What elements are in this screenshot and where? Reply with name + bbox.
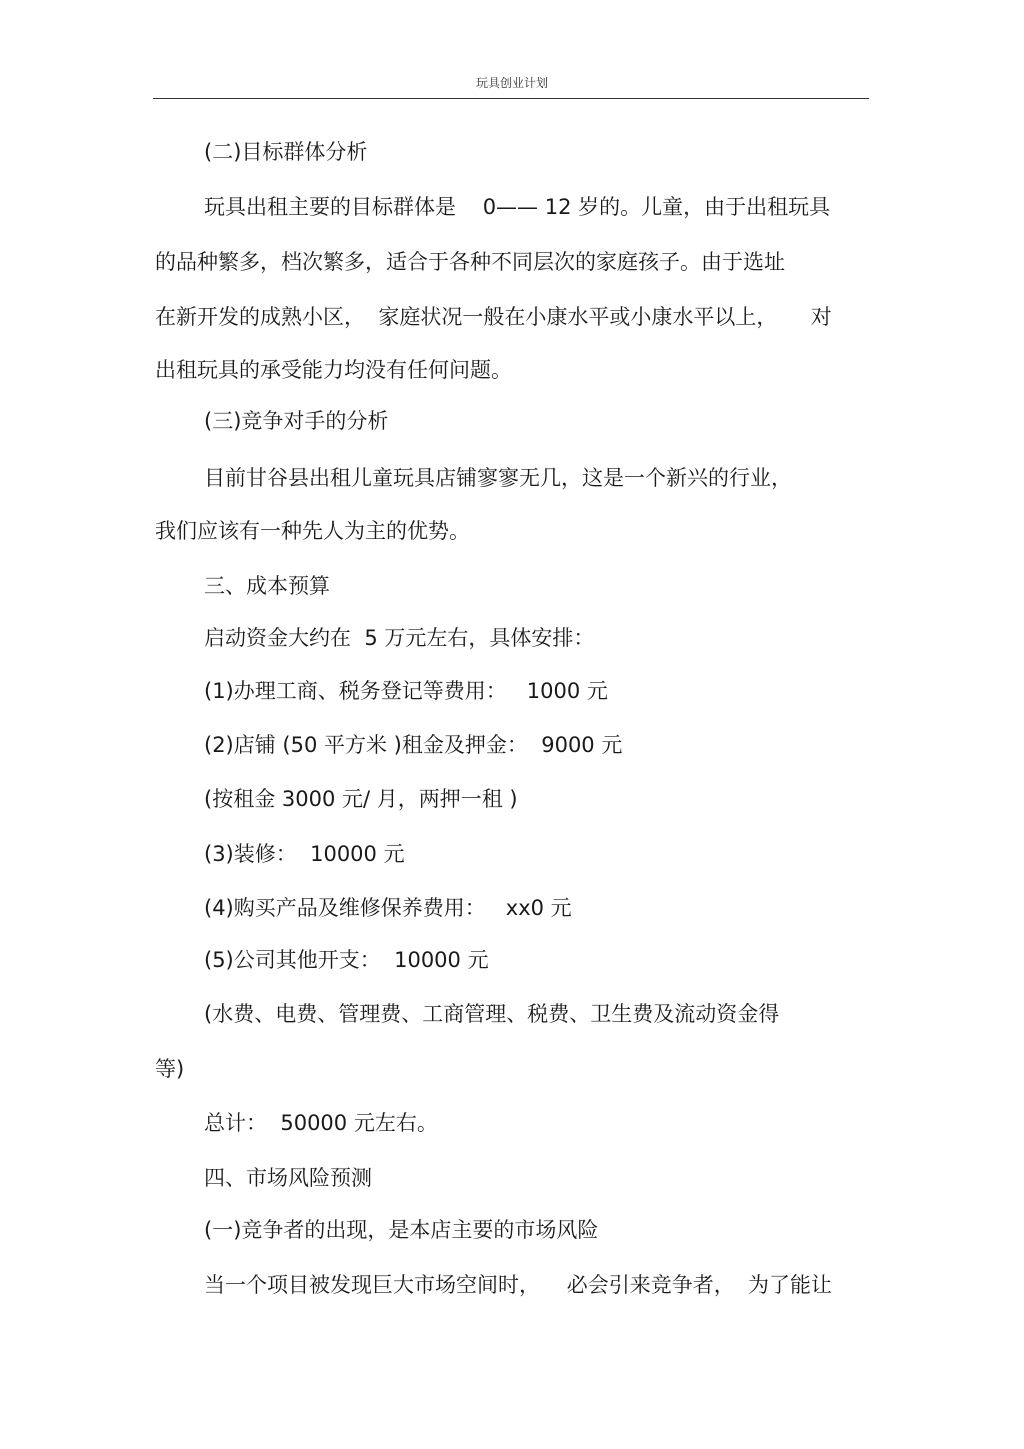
header-divider <box>153 98 869 99</box>
budget-total: 总计： 50000 元左右。 <box>204 1111 438 1135</box>
paragraph-line: 的品种繁多，档次繁多，适合于各种不同层次的家庭孩子。由于选址 <box>155 250 785 274</box>
section-heading-cost-budget: 三、成本预算 <box>204 574 330 598</box>
budget-item-2-note: (按租金 3000 元/ 月，两押一租 ) <box>204 787 518 811</box>
budget-item-5-note-end: 等) <box>155 1057 185 1081</box>
budget-item-5-note: (水费、电费、管理费、工商管理、税费、卫生费及流动资金得 <box>204 1002 780 1026</box>
paragraph-line: 出租玩具的承受能力均没有任何问题。 <box>155 358 512 382</box>
budget-item-3: (3)装修： 10000 元 <box>204 842 405 866</box>
budget-item-4: (4)购买产品及维修保养费用： xx0 元 <box>204 896 572 920</box>
budget-item-5: (5)公司其他开支： 10000 元 <box>204 948 489 972</box>
budget-item-1: (1)办理工商、税务登记等费用： 1000 元 <box>204 679 608 703</box>
paragraph-line: 启动资金大约在 5 万元左右，具体安排： <box>204 626 595 650</box>
paragraph-line: 当一个项目被发现巨大市场空间时， 必会引来竞争者， 为了能让 <box>204 1273 833 1297</box>
paragraph-line: 目前甘谷县出租儿童玩具店铺寥寥无几，这是一个新兴的行业， <box>204 466 792 490</box>
paragraph-line: 玩具出租主要的目标群体是 0—— 12 岁的。儿童，由于出租玩具 <box>204 195 831 219</box>
budget-item-2: (2)店铺 (50 平方米 )租金及押金： 9000 元 <box>204 733 623 757</box>
page-header-title: 玩具创业计划 <box>475 76 548 90</box>
section-heading-competitors: (三)竞争对手的分析 <box>204 409 389 433</box>
subsection-heading-competitor-risk: (一)竞争者的出现，是本店主要的市场风险 <box>204 1218 599 1242</box>
paragraph-line: 我们应该有一种先人为主的优势。 <box>155 519 470 543</box>
section-heading-market-risk: 四、市场风险预测 <box>204 1166 372 1190</box>
paragraph-line: 在新开发的成熟小区， 家庭状况一般在小康水平或小康水平以上， 对 <box>155 305 832 329</box>
section-heading-target-group: (二)目标群体分析 <box>204 140 368 164</box>
